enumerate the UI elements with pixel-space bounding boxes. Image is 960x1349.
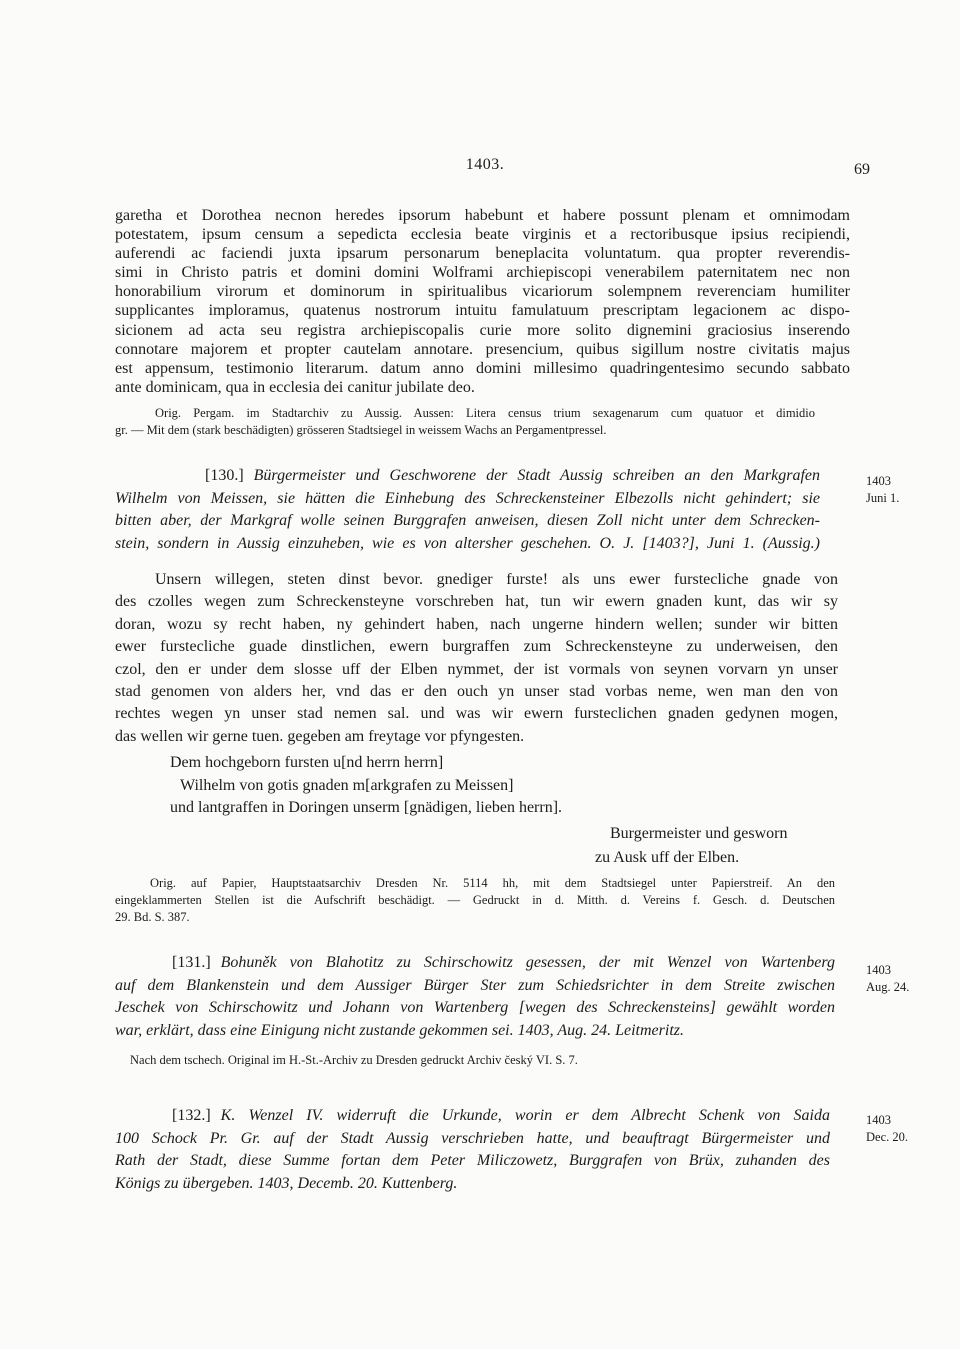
margin-day: Dec. 20. xyxy=(866,1130,908,1144)
regest-text: Bohuněk von Blahotitz zu Schirschowitz gesessen, der mit Wenzel von Wartenberg xyxy=(220,954,835,971)
letter-line: czol, den er under dem slosse uff der Elben nymmet, der ist vormals von seynen vorvarn yn unser xyxy=(115,660,838,678)
letter-line: Unsern willegen, steten dinst bevor. gnediger furste! als uns ewer furstecliche gnade von xyxy=(155,571,838,588)
charter-line: honorabilium virorum et dominorum in spiritualibus vicariorum solempnem reverenciam humiliter xyxy=(115,283,850,301)
document-number: [132.] xyxy=(172,1107,211,1124)
note-line: Orig. Pergam. im Stadtarchiv zu Aussig. Aussen: Litera census trium sexagenarum cum quatuor et dimidio xyxy=(155,406,815,420)
regest-line: Königs zu übergeben. 1403, Decemb. 20. Kuttenberg. xyxy=(115,1175,458,1193)
address-line: Dem hochgeborn fursten u[nd herrn herrn] xyxy=(170,754,444,771)
letter-line: ewer furstecliche guade dinstlichen, ewern burgraffen zum Schreckensteyne zu underweisen, den xyxy=(115,638,838,656)
regest-132 xyxy=(115,1105,830,1196)
letter-line: stad genomen von alders her, vnd das er den ouch yn unser stad vorbas neme, wen man den von xyxy=(115,682,838,700)
regest-line xyxy=(115,952,835,975)
charter-line: est appensum, testimonio literarum. datum anno domini millesimo quadringentesimo secundo sabbato xyxy=(115,359,850,377)
regest-line: auf dem Blankenstein und dem Aussiger Bürger Ster zum Schiedsrichter in dem Streite zwischen xyxy=(115,976,835,994)
regest-line: Rath der Stadt, diese Summe fortan dem Peter Miliczowetz, Burggrafen von Brüx, zuhanden des xyxy=(115,1152,830,1170)
page-number: 69 xyxy=(854,161,870,178)
regest-line: war, erklärt, dass eine Einigung nicht zustande gekommen sei. 1403, Aug. 24. Leitmeritz. xyxy=(115,1022,684,1040)
source-note-3 xyxy=(130,1052,830,1069)
regest-line: Wilhelm von Meissen, sie hätten die Einhebung des Schreckensteiner Elbezolls nicht gehindert; sie xyxy=(115,489,820,507)
note-line: 29. Bd. S. 387. xyxy=(115,910,190,924)
charter-line: garetha et Dorothea necnon heredes ipsorum habebunt et habere possunt plenam et omnimodam xyxy=(115,207,850,224)
charter-line: connotare majorem et propter cautelam annotare. presencium, quibus sigillum nostre civitatis majus xyxy=(115,340,850,358)
margin-year: 1403 xyxy=(866,963,891,977)
regest-line: stein, sondern in Aussig einzuheben, wie es von altersher geschehen. O. J. [1403?], Juni 1. (Aussig.) xyxy=(115,535,820,553)
regest-text: Bürgermeister und Geschworene der Stadt Aussig schreiben an den Markgrafen xyxy=(253,467,820,484)
letter-130-text xyxy=(115,569,838,748)
regest-line: Jeschek von Schirschowitz und Johann von Wartenberg [wegen des Schreckensteins] gewählt worden xyxy=(115,999,835,1017)
signature-line: Burgermeister und gesworn xyxy=(610,825,788,842)
margin-year: 1403 xyxy=(866,1113,891,1127)
regest-line xyxy=(115,465,820,488)
regest-line xyxy=(115,1105,830,1128)
margin-date-132 xyxy=(866,1112,936,1146)
letter-line: das wellen wir gerne tuen. gegeben am freytage vor pfyngesten. xyxy=(115,727,525,745)
charter-line: ante dominicam, qua in ecclesia dei canitur jubilate deo. xyxy=(115,378,475,396)
letter-line: rechtes wegen yn unser stad nemen sal. und was wir ewern fursteclichen gnaden gedynen mogen, xyxy=(115,705,838,723)
margin-day: Juni 1. xyxy=(866,491,900,505)
note-line: eingeklammerten Stellen ist die Aufschrift beschädigt. — Gedruckt in d. Mitth. d. Vereins f. Gesch. d. Deutschen xyxy=(115,893,835,907)
source-note-2 xyxy=(115,875,835,926)
note-line: Orig. auf Papier, Hauptstaatsarchiv Dresden Nr. 5114 hh, mit dem Stadtsiegel unter Papierstreif. An den xyxy=(150,876,835,890)
note-line: Nach dem tschech. Original im H.-St.-Archiv zu Dresden gedruckt Archiv český VI. S. 7. xyxy=(130,1053,578,1067)
address-line: und lantgraffen in Doringen unserm [gnädigen, lieben herrn]. xyxy=(170,799,563,816)
margin-year: 1403 xyxy=(866,474,891,488)
document-number: [131.] xyxy=(172,954,211,971)
running-head-year: 1403. xyxy=(465,156,505,173)
source-note-1 xyxy=(115,405,815,439)
margin-date-130 xyxy=(866,473,936,507)
document-number: [130.] xyxy=(205,467,244,484)
regest-131 xyxy=(115,952,835,1043)
margin-day: Aug. 24. xyxy=(866,980,910,994)
charter-line: potestatem, ipsum censum a sepedicta ecclesia beate virginis et a rectoribusque ipsius recipiendi, xyxy=(115,226,850,244)
charter-line: supplicantes imploramus, quatenus nostrorum intuitu famulatuum prescriptam legacionem ac dispo- xyxy=(115,302,850,320)
regest-text: K. Wenzel IV. widerruft die Urkunde, worin er dem Albrecht Schenk von Saida xyxy=(220,1107,830,1124)
charter-line: auferendi ac faciendi juxta ipsarum personarum beneplacita voluntatum. qua propter reverendis- xyxy=(115,245,850,263)
letter-line: des czolles wegen zum Schreckensteyne vorschreben hat, tun wir ewern gnaden kunt, das wir sy xyxy=(115,593,838,611)
charter-line: sicionem ad acta seu registra archiepiscopalis curie more solito dignemini graciosius inserendo xyxy=(115,321,850,339)
margin-date-131 xyxy=(866,962,936,996)
regest-130 xyxy=(115,465,820,556)
signature-line: zu Ausk uff der Elben. xyxy=(595,849,740,866)
note-line: gr. — Mit dem (stark beschädigten) grösseren Stadtsiegel in weissem Wachs an Pergamentpressel. xyxy=(115,423,607,437)
letter-line: doran, wozu sy recht haben, ny gehindert haben, nach ungerne hindern wellen; sunder wir bitten xyxy=(115,615,838,633)
regest-line: 100 Schock Pr. Gr. auf der Stadt Aussig verschrieben hatte, und beauftragt Bürgermeister und xyxy=(115,1129,830,1147)
latin-charter-text xyxy=(115,206,850,397)
address-line: Wilhelm von gotis gnaden m[arkgrafen zu Meissen] xyxy=(180,777,514,794)
regest-line: bitten aber, der Markgraf wolle seinen Burggrafen anweisen, diesen Zoll nicht unter dem Schrecken- xyxy=(115,512,820,530)
charter-line: simi in Christo patris et domini domini Wolframi archiepiscopi venerabilem paternitatem nec non xyxy=(115,264,850,282)
